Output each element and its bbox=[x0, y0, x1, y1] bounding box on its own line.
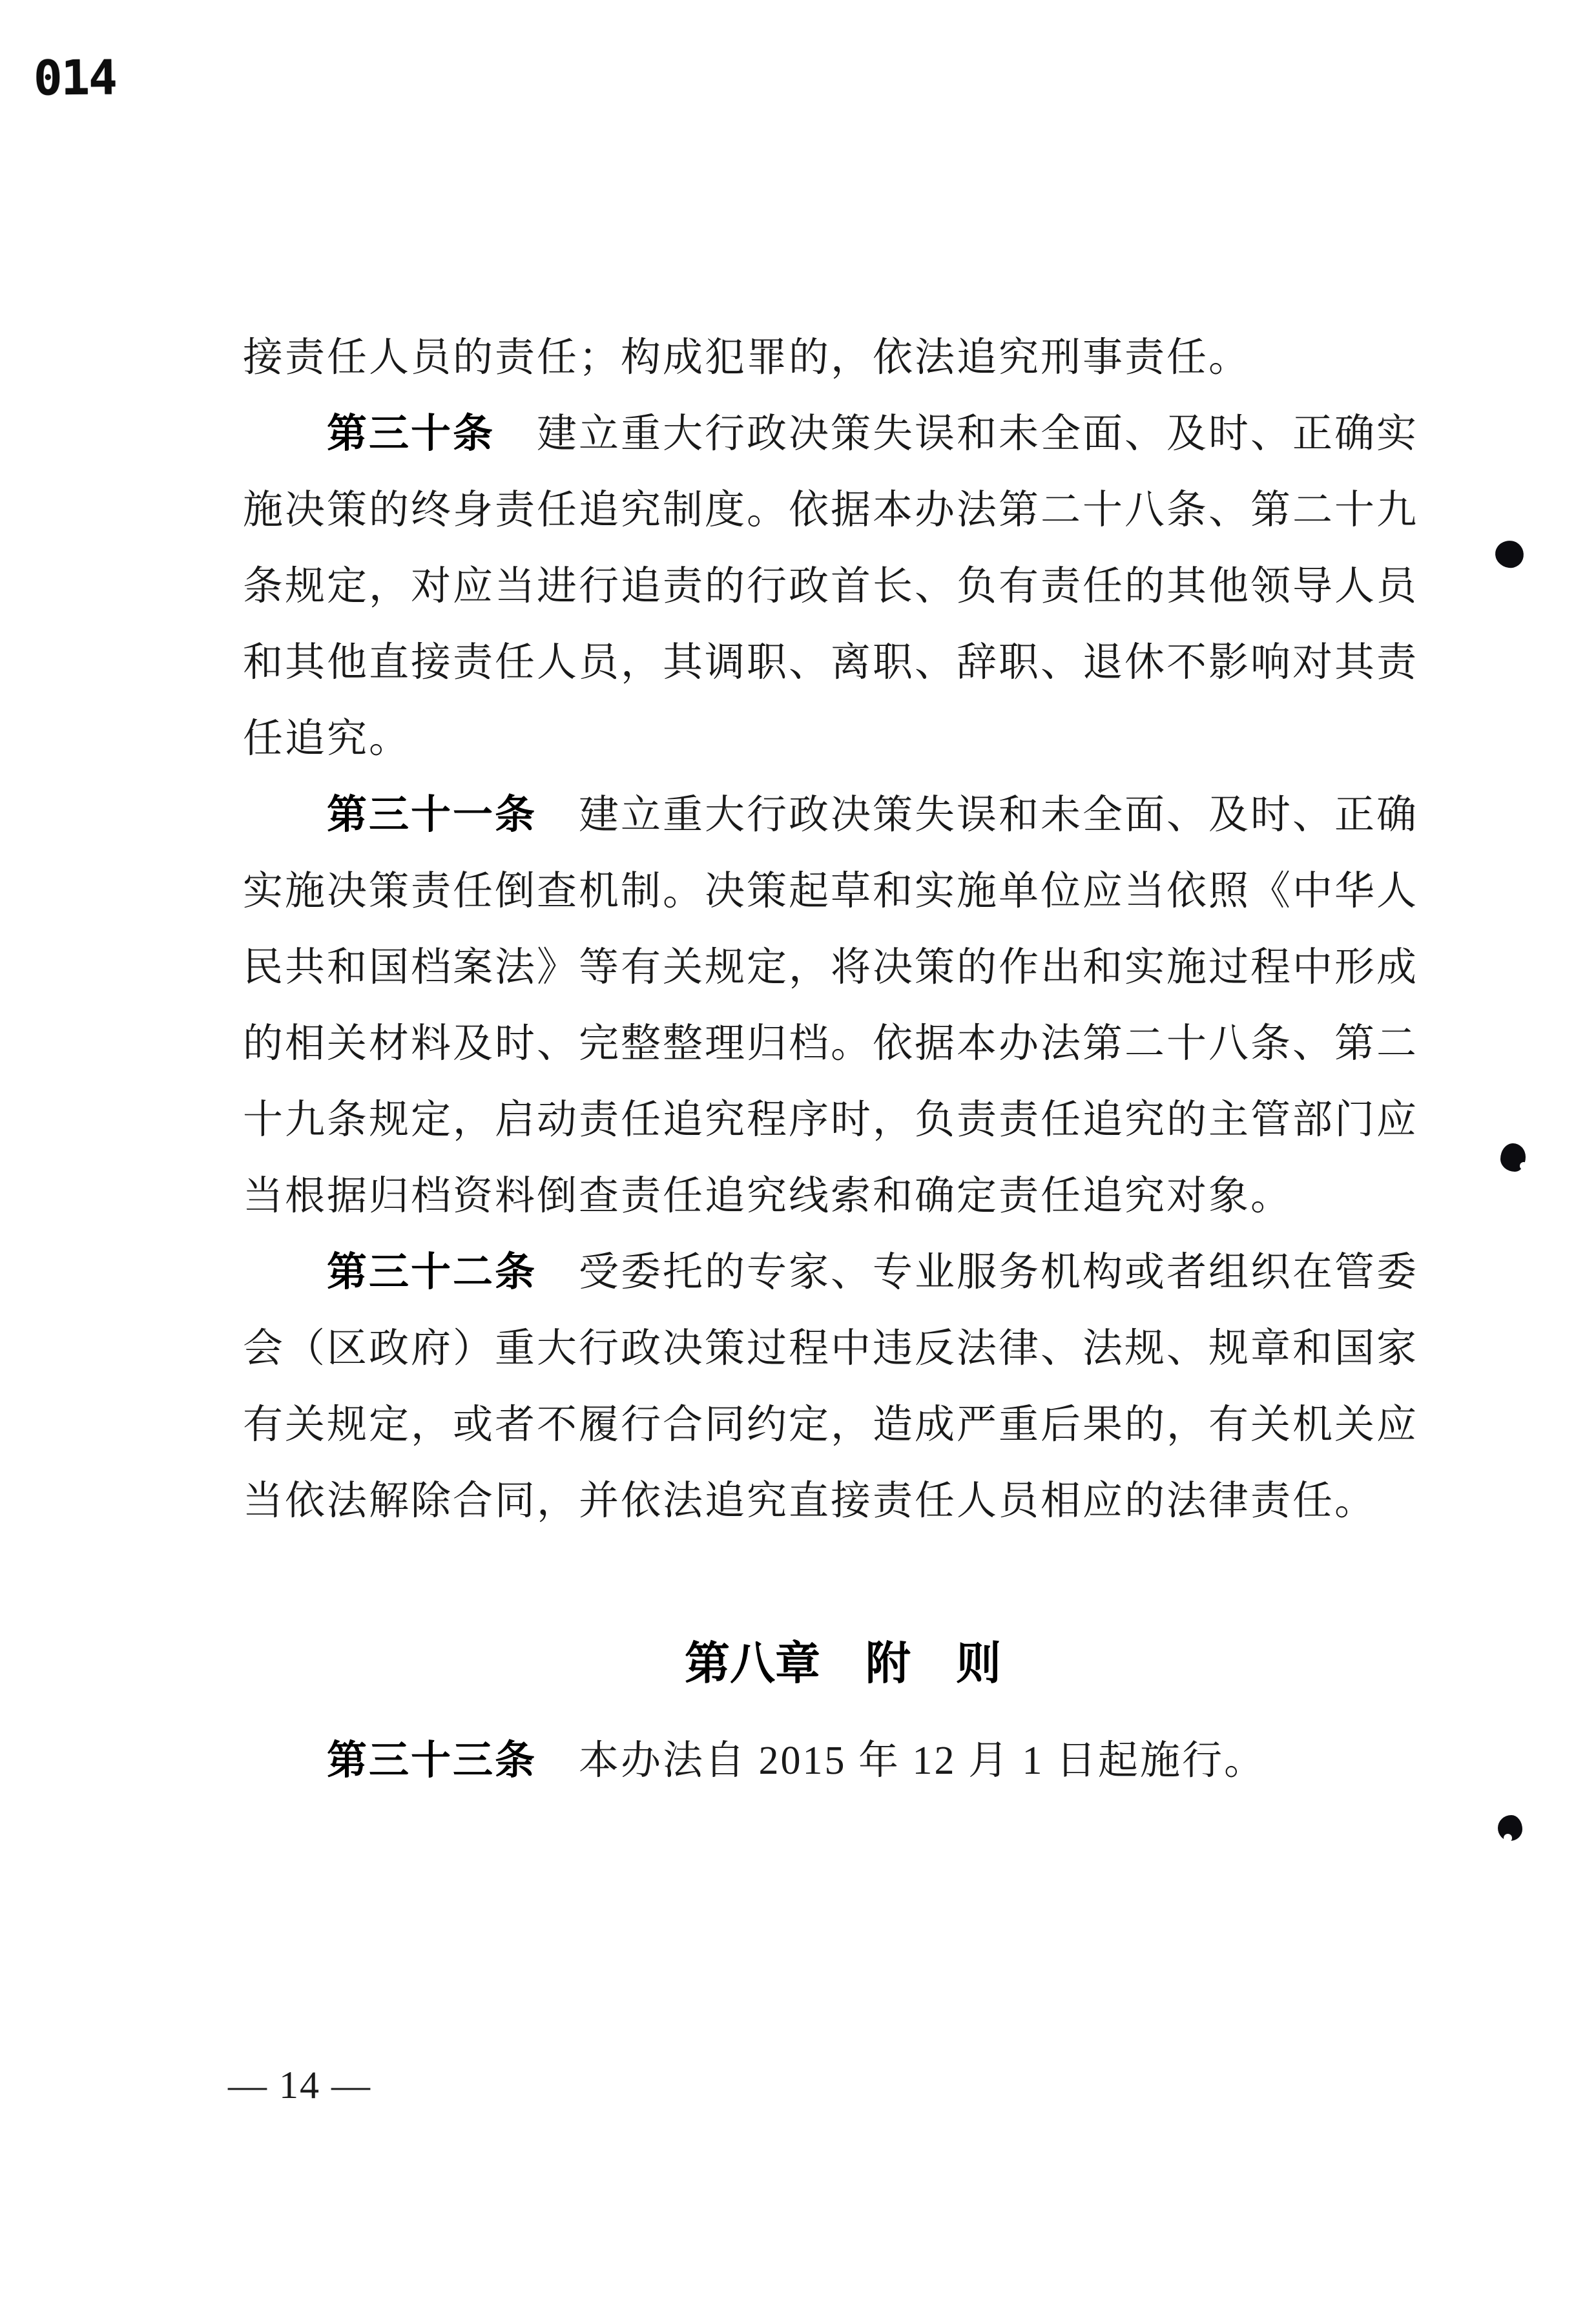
closing-article-line bbox=[243, 1723, 1429, 1799]
article-number: 第三十一条 bbox=[327, 793, 537, 837]
text-segment: 当根据归档资料倒查责任追究线索和确定责任追究对象。 bbox=[243, 1174, 1293, 1218]
ink-blot-icon bbox=[1493, 539, 1525, 570]
text-line bbox=[243, 1006, 1429, 1082]
text-segment: 会（区政府）重大行政决策过程中违反法律、法规、规章和国家 bbox=[243, 1327, 1419, 1371]
text-segment: 有关规定，或者不履行合同约定，造成严重后果的，有关机关应 bbox=[243, 1403, 1419, 1447]
chapter-heading: 第八章 附 则 bbox=[685, 1638, 1001, 1688]
text-segment: 任追究。 bbox=[243, 717, 411, 761]
text-segment: 十九条规定，启动责任追究程序时，负责责任追究的主管部门应 bbox=[243, 1098, 1419, 1142]
text-segment: 本办法自 2015 年 12 月 1 日起施行。 bbox=[537, 1739, 1267, 1783]
text-segment: 条规定，对应当进行追责的行政首长、负有责任的其他领导人员 bbox=[243, 565, 1419, 608]
text-line bbox=[243, 320, 1429, 396]
text-line bbox=[243, 1387, 1429, 1463]
ink-blot-icon bbox=[1498, 1815, 1522, 1841]
article-number: 第三十条 bbox=[327, 411, 495, 456]
text-segment: 的相关材料及时、完整整理归档。依据本办法第二十八条、第二 bbox=[243, 1022, 1419, 1066]
text-segment: 当依法解除合同，并依法追究直接责任人员相应的法律责任。 bbox=[243, 1479, 1377, 1523]
text-segment: 施决策的终身责任追究制度。依据本办法第二十八条、第二十九 bbox=[243, 488, 1419, 532]
text-line bbox=[243, 853, 1429, 930]
text-line bbox=[243, 472, 1429, 548]
text-line bbox=[243, 1082, 1429, 1158]
text-segment: 和其他直接责任人员，其调职、离职、辞职、退休不影响对其责 bbox=[243, 641, 1419, 685]
text-segment: 实施决策责任倒查机制。决策起草和实施单位应当依照《中华人 bbox=[243, 869, 1419, 913]
ink-blot-icon bbox=[1500, 1143, 1526, 1172]
text-line bbox=[243, 1234, 1429, 1311]
text-line bbox=[243, 777, 1429, 853]
article-number: 第三十三条 bbox=[327, 1738, 537, 1783]
text-line bbox=[243, 701, 1429, 777]
text-line bbox=[243, 1311, 1429, 1387]
text-segment: 受委托的专家、专业服务机构或者组织在管委 bbox=[537, 1251, 1419, 1294]
text-line bbox=[243, 930, 1429, 1006]
page-number: — 14 — bbox=[228, 2064, 371, 2106]
text-line bbox=[243, 1158, 1429, 1234]
text-segment: 接责任人员的责任；构成犯罪的，依法追究刑事责任。 bbox=[243, 336, 1251, 380]
text-line bbox=[243, 548, 1429, 625]
text-segment: 建立重大行政决策失误和未全面、及时、正确实 bbox=[495, 412, 1419, 456]
body-paragraphs bbox=[243, 320, 1429, 1539]
text-line bbox=[243, 1723, 1429, 1799]
article-number: 第三十二条 bbox=[327, 1250, 537, 1294]
text-line bbox=[243, 1463, 1429, 1539]
text-line bbox=[243, 396, 1429, 472]
text-line bbox=[243, 625, 1429, 701]
text-segment: 建立重大行政决策失误和未全面、及时、正确 bbox=[537, 793, 1419, 837]
text-segment: 民共和国档案法》等有关规定，将决策的作出和实施过程中形成 bbox=[243, 946, 1419, 990]
archival-page-stamp: 014 bbox=[33, 50, 117, 107]
document-content bbox=[243, 320, 1429, 1799]
